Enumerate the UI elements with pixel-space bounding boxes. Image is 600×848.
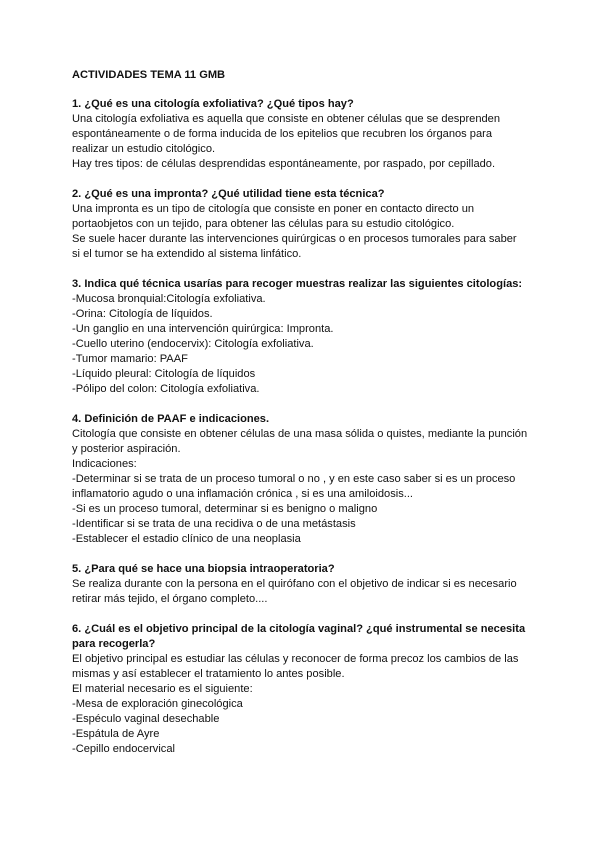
section-3 xyxy=(72,277,542,397)
answer-line: -Espéculo vaginal desechable xyxy=(72,713,220,725)
answer-line: -Líquido pleural: Citología de líquidos xyxy=(72,368,256,380)
answer-line: portaobjetos con un tejido, para obtener las células para su estudio citológico. xyxy=(72,218,455,230)
answer-line: -Establecer el estadio clínico de una neoplasia xyxy=(72,533,301,545)
answer-line: inflamatorio agudo o una inflamación crónica , si es una amiloidosis... xyxy=(72,488,414,500)
answer-line: mismas y así establecer el tratamiento lo antes posible. xyxy=(72,668,345,680)
section-4 xyxy=(72,412,542,547)
answer-line: -Determinar si se trata de un proceso tumoral o no , y en este caso saber si es un proceso xyxy=(72,473,516,485)
answer-line: Una impronta es un tipo de citología que consiste en poner en contacto directo un xyxy=(72,203,475,215)
answer-line: -Tumor mamario: PAAF xyxy=(72,353,188,365)
answer-line: El objetivo principal es estudiar las células y reconocer de forma precoz los cambios de las xyxy=(72,653,519,665)
answer-line: y posterior aspiración. xyxy=(72,443,181,455)
answer-line: espontáneamente o de forma inducida de los epitelios que recubren los órganos para xyxy=(72,128,492,140)
answer-line: -Espátula de Ayre xyxy=(72,728,160,740)
answer-line: -Si es un proceso tumoral, determinar si es benigno o maligno xyxy=(72,503,378,515)
answer-line: Se realiza durante con la persona en el quirófano con el objetivo de indicar si es necesario xyxy=(72,578,517,590)
question-heading: 4. Definición de PAAF e indicaciones. xyxy=(72,413,270,425)
question-heading: 3. Indica qué técnica usarías para recoger muestras realizar las siguientes citologías: xyxy=(72,278,523,290)
answer-line: -Mesa de exploración ginecológica xyxy=(72,698,243,710)
answer-line: Citología que consiste en obtener células de una masa sólida o quistes, mediante la punción xyxy=(72,428,528,440)
section-1 xyxy=(72,97,542,172)
section-2 xyxy=(72,187,542,262)
answer-line: -Identificar si se trata de una recidiva o de una metástasis xyxy=(72,518,356,530)
question-heading: 5. ¿Para qué se hace una biopsia intraoperatoria? xyxy=(72,563,335,575)
question-heading: para recogerla? xyxy=(72,638,156,650)
answer-line: -Cepillo endocervical xyxy=(72,743,175,755)
answer-line: realizar un estudio citológico. xyxy=(72,143,216,155)
question-heading: 2. ¿Qué es una impronta? ¿Qué utilidad tiene esta técnica? xyxy=(72,188,385,200)
section-6 xyxy=(72,622,542,757)
answer-line: -Mucosa bronquial:Citología exfoliativa. xyxy=(72,293,266,305)
section-5 xyxy=(72,562,542,607)
answer-line: -Orina: Citología de líquidos. xyxy=(72,308,213,320)
answer-line: si el tumor se ha extendido al sistema linfático. xyxy=(72,248,302,260)
answer-line: Una citología exfoliativa es aquella que consiste en obtener células que se desprenden xyxy=(72,113,501,125)
answer-line: -Cuello uterino (endocervix): Citología exfoliativa. xyxy=(72,338,314,350)
answer-line: El material necesario es el siguiente: xyxy=(72,683,253,695)
answer-line: Indicaciones: xyxy=(72,458,137,470)
answer-line: -Un ganglio en una intervención quirúrgica: Impronta. xyxy=(72,323,334,335)
question-heading: 6. ¿Cuál es el objetivo principal de la citología vaginal? ¿qué instrumental se necesita xyxy=(72,623,526,635)
answer-line: Hay tres tipos: de células desprendidas espontáneamente, por raspado, por cepillado. xyxy=(72,158,496,170)
answer-line: -Pólipo del colon: Citología exfoliativa. xyxy=(72,383,260,395)
document-title: ACTIVIDADES TEMA 11 GMB xyxy=(72,69,226,81)
answer-line: retirar más tejido, el órgano completo.... xyxy=(72,593,268,605)
document-page xyxy=(72,68,542,772)
question-heading: 1. ¿Qué es una citología exfoliativa? ¿Qué tipos hay? xyxy=(72,98,354,110)
answer-line: Se suele hacer durante las intervenciones quirúrgicas o en procesos tumorales para saber xyxy=(72,233,517,245)
sections-container xyxy=(72,97,542,757)
